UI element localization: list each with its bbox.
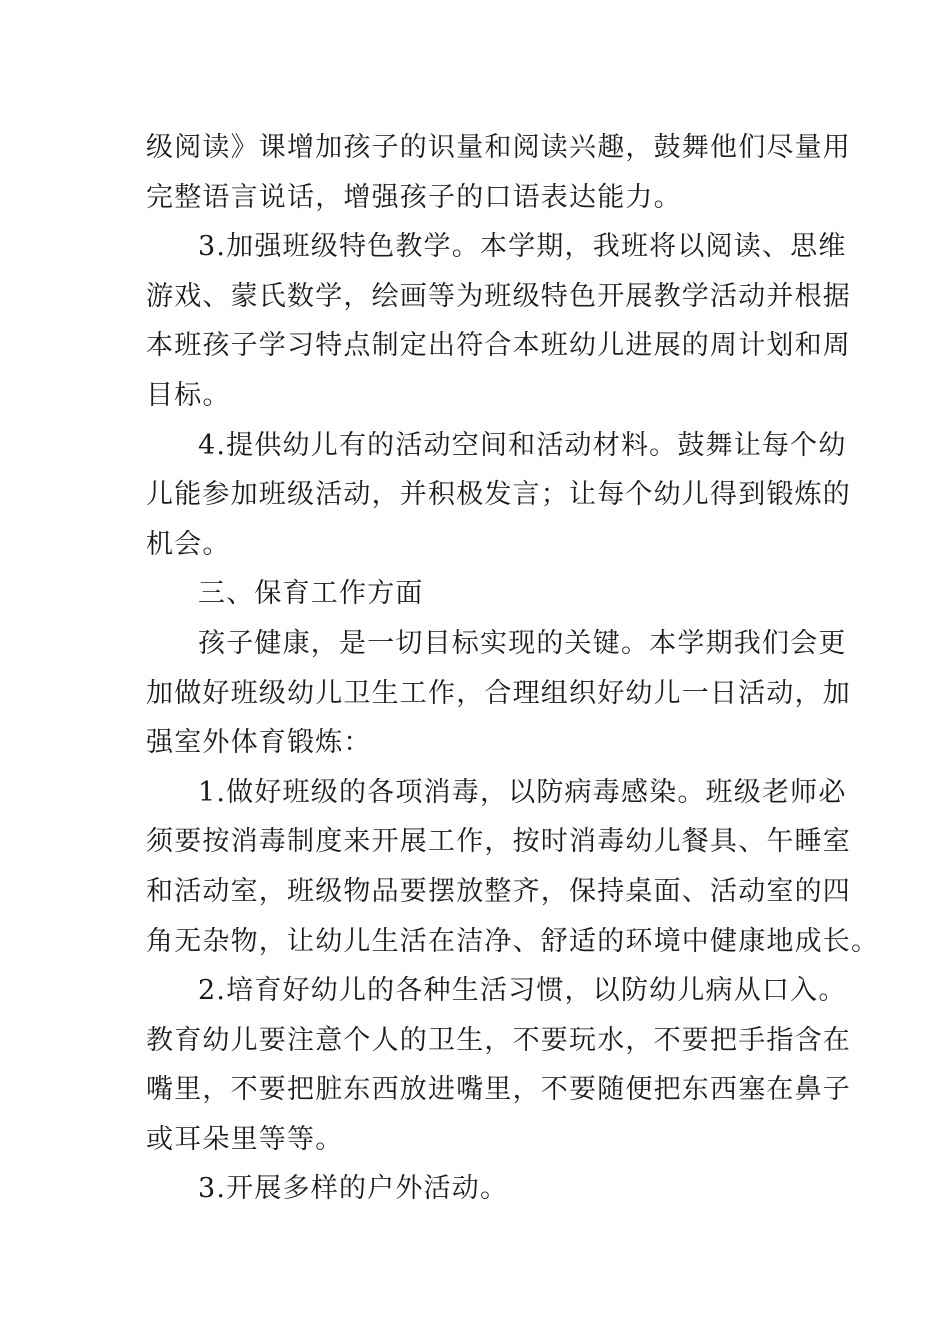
- text-line: 级阅读》课增加孩子的识量和阅读兴趣，鼓舞他们尽量用: [146, 132, 851, 163]
- text-line: 强室外体育锻炼：: [146, 727, 372, 759]
- text-line: 1.做好班级的各项消毒，以防病毒感染。班级老师必: [198, 776, 847, 808]
- text-line: 3.开展多样的户外活动。: [198, 1173, 509, 1205]
- section-heading: 三、保育工作方面: [198, 578, 424, 610]
- text-line: 或耳朵里等等。: [146, 1123, 344, 1155]
- text-line: 本班孩子学习特点制定出符合本班幼儿进展的周计划和周: [146, 330, 851, 362]
- text-line: 儿能参加班级活动，并积极发言；让每个幼儿得到锻炼的: [146, 479, 851, 511]
- text-line: 加做好班级幼儿卫生工作，合理组织好幼儿一日活动，加: [146, 677, 851, 709]
- text-line: 教育幼儿要注意个人的卫生，不要玩水，不要把手指含在: [146, 1024, 851, 1056]
- text-line: 3.加强班级特色教学。本学期，我班将以阅读、思维: [198, 231, 847, 263]
- text-line: 完整语言说话，增强孩子的口语表达能力。: [146, 181, 682, 213]
- text-line: 2.培育好幼儿的各种生活习惯，以防幼儿病从口入。: [198, 975, 847, 1007]
- text-line: 角无杂物，让幼儿生活在洁净、舒适的环境中健康地成长。: [146, 925, 880, 957]
- text-line: 孩子健康，是一切目标实现的关键。本学期我们会更: [198, 627, 847, 659]
- document-body: [146, 123, 880, 1214]
- text-line: 目标。: [146, 379, 231, 411]
- text-line: 和活动室，班级物品要摆放整齐，保持桌面、活动室的四: [146, 875, 851, 907]
- text-line: 游戏、蒙氏数学，绘画等为班级特色开展教学活动并根据: [146, 280, 851, 312]
- text-line: 4.提供幼儿有的活动空间和活动材料。鼓舞让每个幼: [198, 429, 847, 461]
- text-line: 嘴里，不要把脏东西放进嘴里，不要随便把东西塞在鼻子: [146, 1074, 851, 1106]
- text-line: 须要按消毒制度来开展工作，按时消毒幼儿餐具、午睡室: [146, 826, 851, 858]
- text-line: 机会。: [146, 528, 231, 560]
